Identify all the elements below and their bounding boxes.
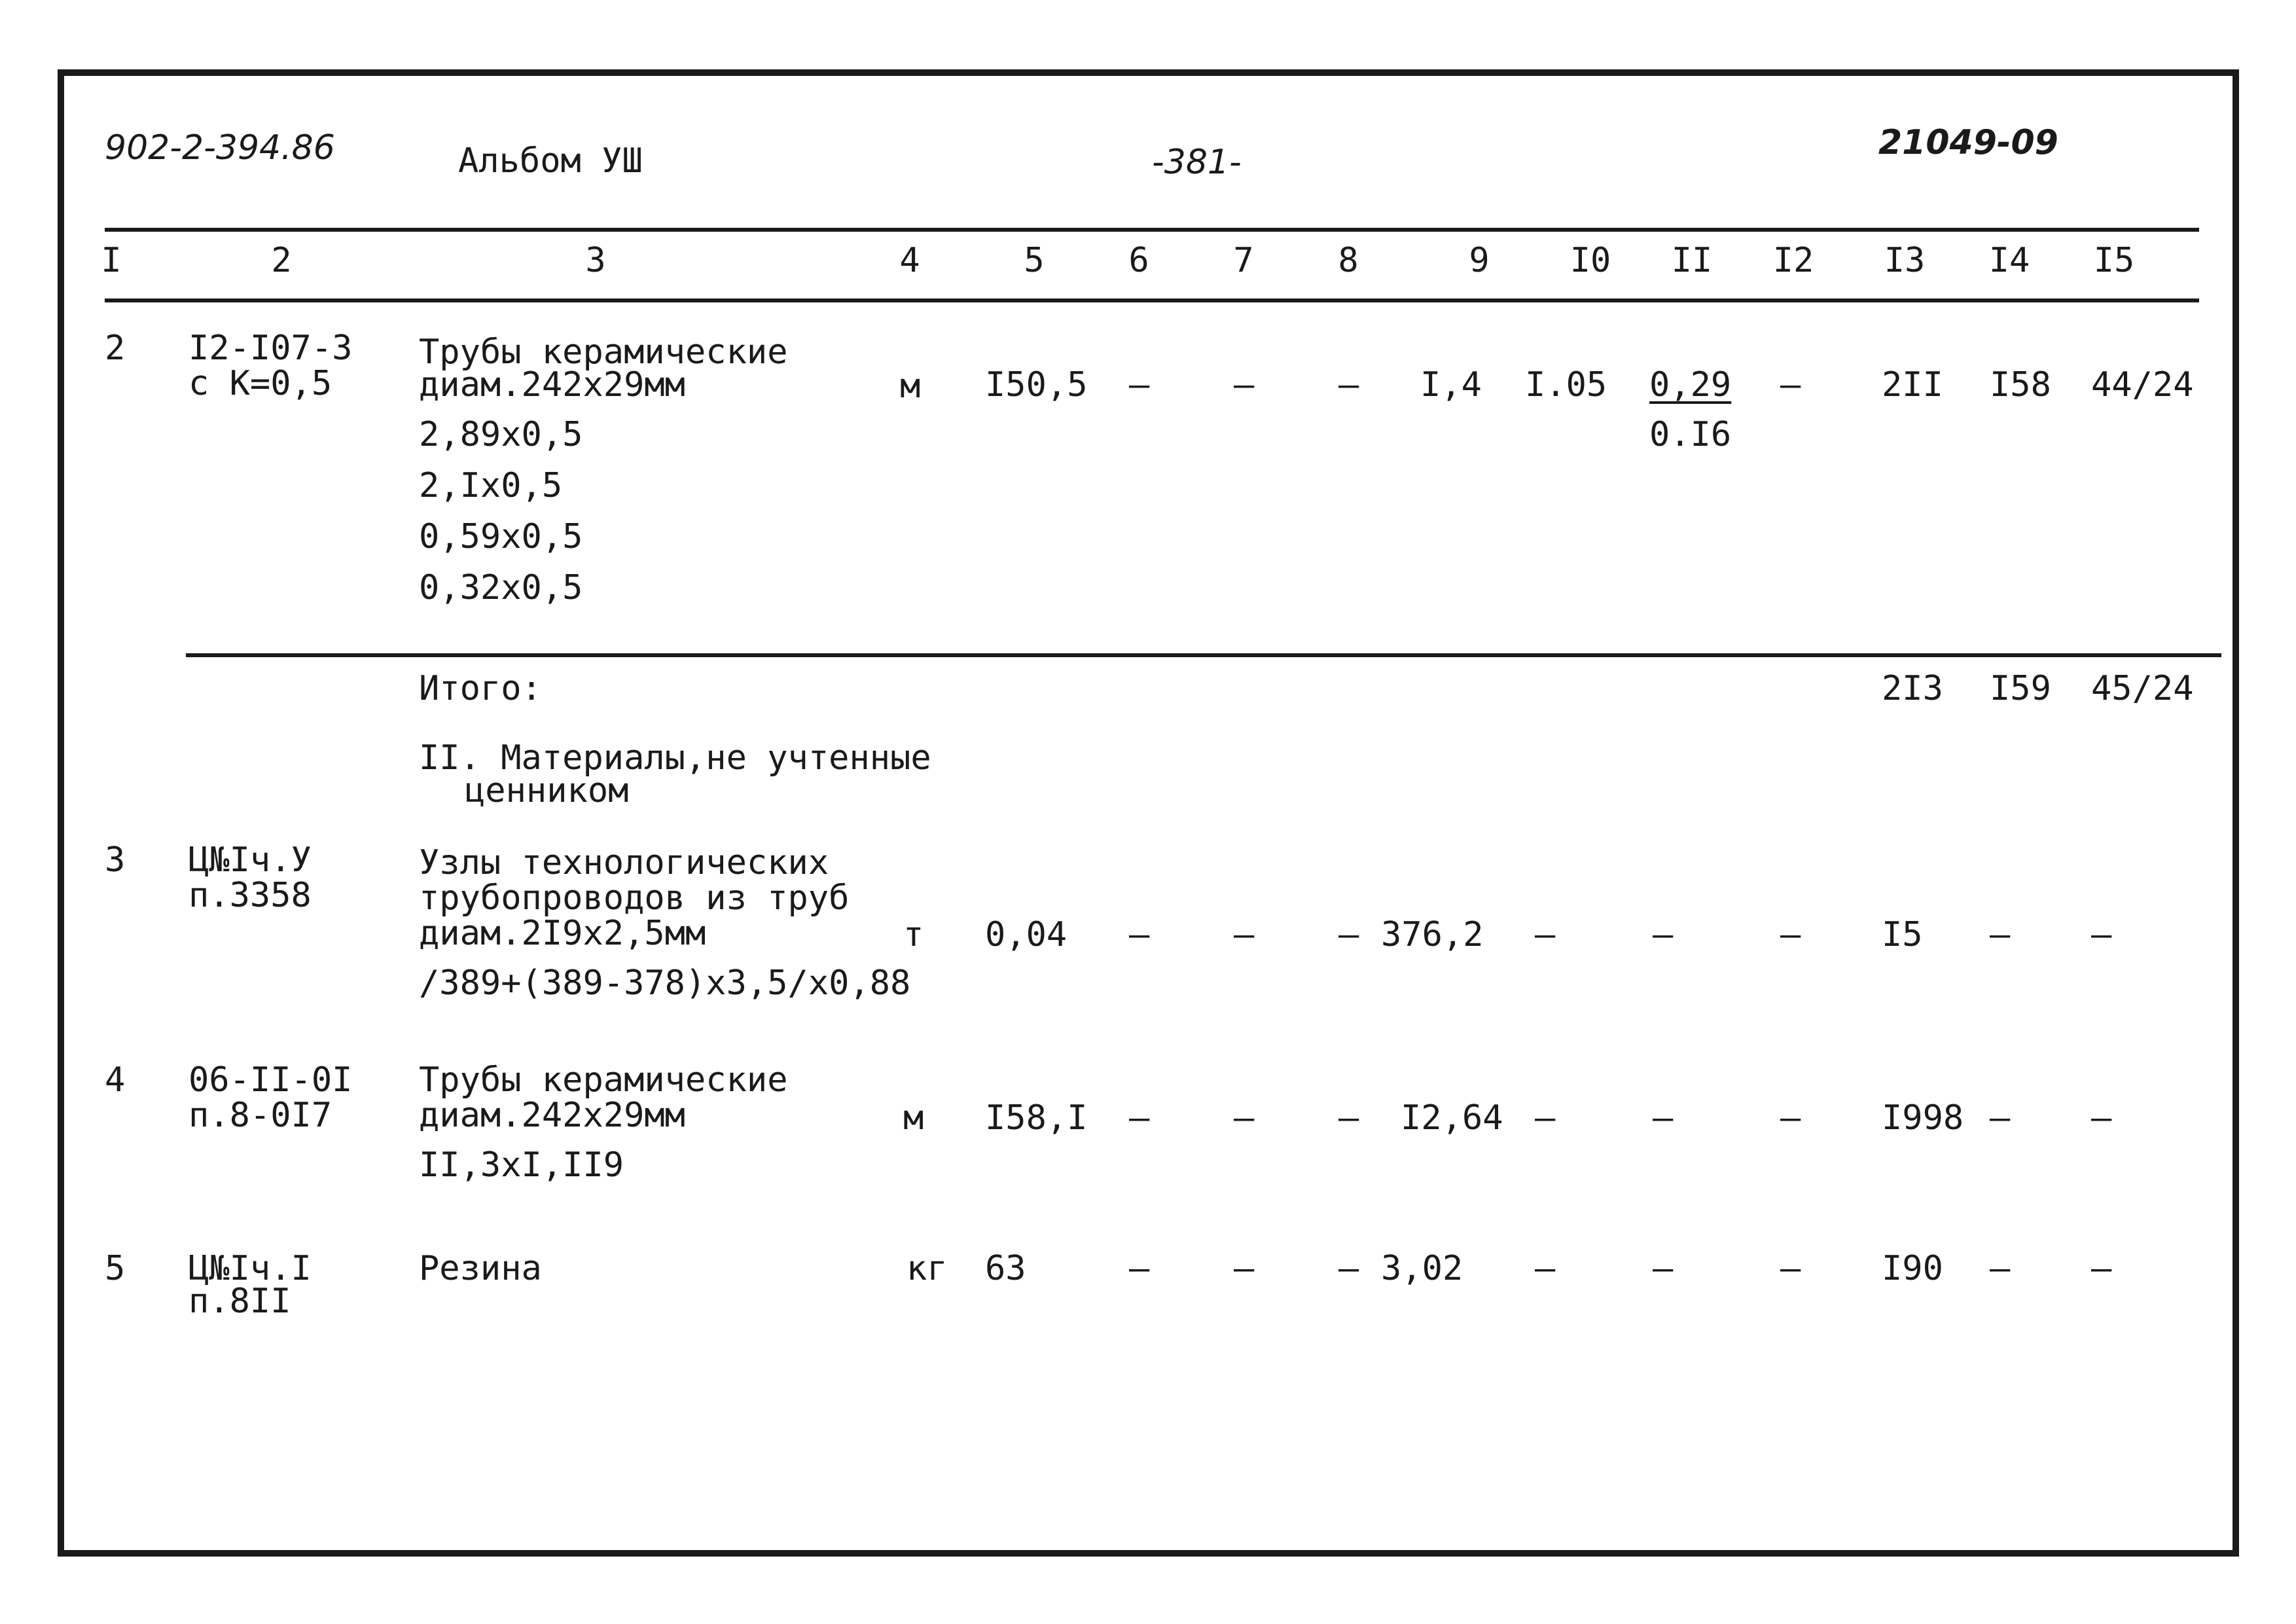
cell-col6: – [1129, 365, 1150, 405]
cell-calc: 2,89х0,5 [419, 415, 583, 454]
column-header: 8 [1338, 241, 1359, 280]
cell-col11: – [1653, 915, 1674, 954]
cell-col9: I,4 [1420, 365, 1482, 405]
cell-col14: – [1990, 915, 2011, 954]
cell-name: Трубы керамические [419, 1060, 788, 1100]
cell-col12: – [1780, 1098, 1801, 1138]
cell-col9: 3,02 [1381, 1249, 1463, 1288]
cell-col13: I90 [1882, 1249, 1943, 1288]
cell-col8: – [1338, 365, 1359, 405]
cell-col8: – [1338, 1098, 1359, 1138]
cell-col7: – [1234, 1249, 1255, 1288]
cell-unit: кг [906, 1249, 948, 1288]
cell-unit: м [900, 367, 921, 406]
cell-code: Ц№Iч.У [188, 840, 312, 880]
cell-col11-secondary: 0.I6 [1649, 415, 1732, 454]
cell-col6: – [1129, 915, 1150, 954]
cell-col13: 2II [1882, 365, 1943, 405]
section-title-cont: ценником [465, 771, 629, 810]
cell-col14: – [1990, 1098, 2011, 1138]
cell-col11: – [1653, 1249, 1674, 1288]
cell-col6: – [1129, 1249, 1150, 1288]
document-frame [58, 69, 2239, 1557]
cell-calc: II,3хI,II9 [419, 1146, 624, 1185]
cell-code: Ц№Iч.I [188, 1249, 312, 1288]
cell-col8: – [1338, 1249, 1359, 1288]
album-title: Альбом УШ [458, 141, 643, 181]
column-header: 5 [1024, 241, 1045, 280]
column-header: I3 [1884, 241, 1926, 280]
column-header: I [101, 241, 122, 280]
row-number: 4 [105, 1060, 126, 1100]
column-header: 6 [1128, 241, 1149, 280]
row-number: 2 [105, 329, 126, 368]
cell-col11: 0,29 [1649, 365, 1732, 405]
column-header: 2 [271, 241, 292, 280]
cell-col10: – [1535, 1098, 1556, 1138]
cell-name: диам.2I9х2,5мм [419, 914, 706, 953]
cell-col9: I2,64 [1401, 1098, 1503, 1138]
cell-col11: – [1653, 1098, 1674, 1138]
cell-col12: – [1780, 1249, 1801, 1288]
row-number: 5 [105, 1249, 126, 1288]
cell-name: диам.242х29мм [419, 1096, 685, 1135]
cell-col15: 44/24 [2091, 365, 2194, 405]
cell-calc: 2,Iх0,5 [419, 466, 563, 505]
subtotal-col13: 2I3 [1882, 669, 1943, 708]
column-header: 7 [1233, 241, 1254, 280]
cell-code: п.3358 [188, 876, 312, 915]
cell-col15: – [2091, 1098, 2112, 1138]
cell-name: Узлы технологических [419, 843, 829, 882]
cell-col10: – [1535, 915, 1556, 954]
cell-col7: – [1234, 1098, 1255, 1138]
cell-name: трубопроводов из труб [419, 878, 850, 918]
cell-quantity: 63 [985, 1249, 1026, 1288]
subtotal-rule [186, 653, 2221, 657]
subtotal-col14: I59 [1990, 669, 2051, 708]
cell-col6: – [1129, 1098, 1150, 1138]
cell-col15: – [2091, 1249, 2112, 1288]
cell-col9: 376,2 [1381, 915, 1484, 954]
document-code: 902-2-394.86 [105, 128, 335, 168]
cell-col10: – [1535, 1249, 1556, 1288]
cell-col12: – [1780, 915, 1801, 954]
cell-col7: – [1234, 915, 1255, 954]
column-header: I5 [2093, 241, 2135, 280]
cell-unit: т [903, 915, 924, 954]
cell-col10: I.05 [1525, 365, 1607, 405]
cell-name: Резина [419, 1249, 542, 1288]
cell-code: I2-I07-3 [188, 329, 353, 368]
section-title: II. Материалы,не учтенные [419, 738, 931, 778]
cell-name: диам.242х29мм [419, 365, 685, 405]
cell-unit: м [903, 1098, 924, 1138]
header-rule-bottom [105, 298, 2199, 302]
cell-col15: – [2091, 915, 2112, 954]
column-header: I4 [1988, 241, 2030, 280]
cell-col14: I58 [1990, 365, 2051, 405]
page-number: -381- [1152, 143, 1242, 182]
cell-col12: – [1780, 365, 1801, 405]
cell-code: 06-II-0I [188, 1060, 353, 1100]
cell-col8: – [1338, 915, 1359, 954]
cell-col13: I998 [1882, 1098, 1964, 1138]
subtotal-label: Итого: [419, 669, 542, 708]
cell-col7: – [1234, 365, 1255, 405]
cell-calc: /389+(389-378)х3,5/х0,88 [419, 964, 911, 1003]
row-number: 3 [105, 840, 126, 880]
column-header: I0 [1570, 241, 1611, 280]
cell-col13: I5 [1882, 915, 1923, 954]
cell-calc: 0,59х0,5 [419, 517, 583, 556]
cell-code: п.8II [188, 1282, 291, 1321]
sheet-code: 21049-09 [1878, 123, 2058, 162]
cell-quantity: 0,04 [985, 915, 1067, 954]
column-header: 9 [1469, 241, 1490, 280]
cell-name: Трубы керамические [419, 333, 788, 372]
cell-code: п.8-0I7 [188, 1096, 332, 1135]
column-header: 3 [585, 241, 606, 280]
cell-quantity: I50,5 [985, 365, 1088, 405]
cell-code: с К=0,5 [188, 364, 332, 403]
cell-calc: 0,32х0,5 [419, 568, 583, 607]
subtotal-col15: 45/24 [2091, 669, 2194, 708]
cell-col14: – [1990, 1249, 2011, 1288]
header-rule-top [105, 228, 2199, 232]
column-header: II [1671, 241, 1713, 280]
column-header: 4 [899, 241, 920, 280]
column-header: I2 [1772, 241, 1814, 280]
cell-quantity: I58,I [985, 1098, 1088, 1138]
